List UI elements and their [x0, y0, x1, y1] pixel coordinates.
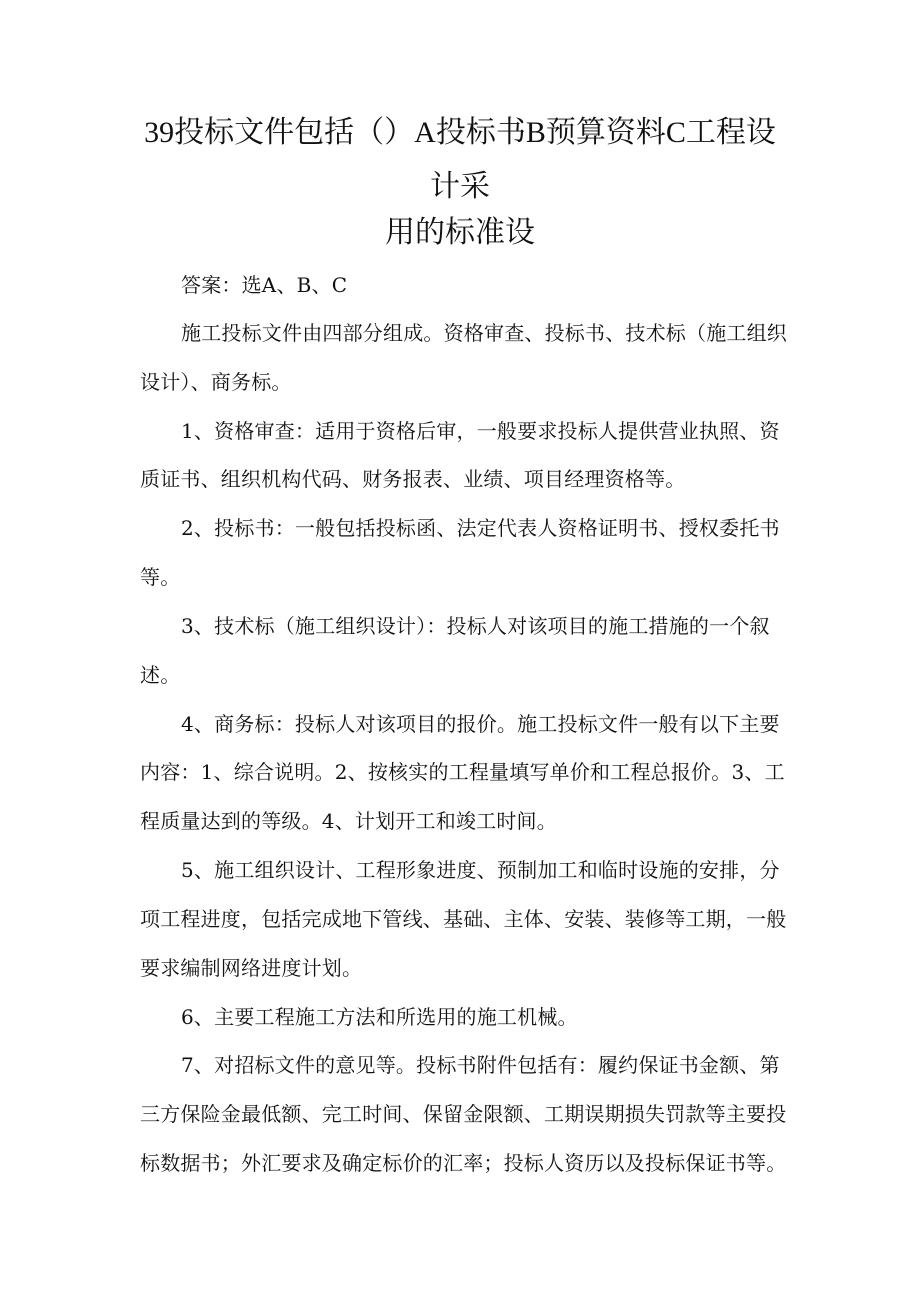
title-line-3: 用的标准设 — [385, 216, 535, 249]
paragraph-line: 6、主要工程施工方法和所选用的施工机械。 — [181, 1005, 578, 1029]
paragraph-line: 要求编制网络进度计划。 — [140, 956, 363, 980]
paragraph-line: 项工程进度，包括完成地下管线、基础、主体、安装、装修等工期，一般 — [140, 907, 787, 931]
paragraph-line: 3、技术标（施工组织设计）：投标人对该项目的施工措施的一个叙 — [181, 614, 770, 638]
paragraph-line: 4、商务标：投标人对该项目的报价。施工投标文件一般有以下主要 — [181, 712, 780, 736]
paragraph-line: 2、投标书：一般包括投标函、法定代表人资格证明书、授权委托书 — [181, 516, 780, 540]
paragraph-line: 等。 — [140, 565, 181, 589]
paragraph-line: 述。 — [140, 663, 181, 687]
title-line-2: 计采 — [430, 170, 490, 203]
answer-line: 答案：选A、B、C — [181, 273, 348, 297]
paragraph-line: 施工投标文件由四部分组成。资格审查、投标书、技术标（施工组织 — [181, 321, 787, 345]
paragraph-line: 7、对招标文件的意见等。投标书附件包括有：履约保证书金额、第 — [181, 1053, 780, 1077]
paragraph-line: 1、资格审查：适用于资格后审，一般要求投标人提供营业执照、资 — [181, 419, 780, 443]
paragraph-line: 程质量达到的等级。4、计划开工和竣工时间。 — [140, 809, 557, 833]
title-line-1: 39投标文件包括（）A投标书B预算资料C工程设 — [144, 116, 776, 149]
paragraph-line: 设计）、商务标。 — [140, 370, 292, 394]
paragraph-line: 内容：1、综合说明。2、按核实的工程量填写单价和工程总报价。3、工 — [140, 760, 785, 784]
paragraph-line: 三方保险金最低额、完工时间、保留金限额、工期误期损失罚款等主要投 — [140, 1102, 787, 1126]
paragraph-line: 标数据书；外汇要求及确定标价的汇率；投标人资历以及投标保证书等。 — [140, 1151, 787, 1175]
paragraph-line: 5、施工组织设计、工程形象进度、预制加工和临时设施的安排，分 — [181, 858, 780, 882]
paragraph-line: 质证书、组织机构代码、财务报表、业绩、项目经理资格等。 — [140, 467, 686, 491]
